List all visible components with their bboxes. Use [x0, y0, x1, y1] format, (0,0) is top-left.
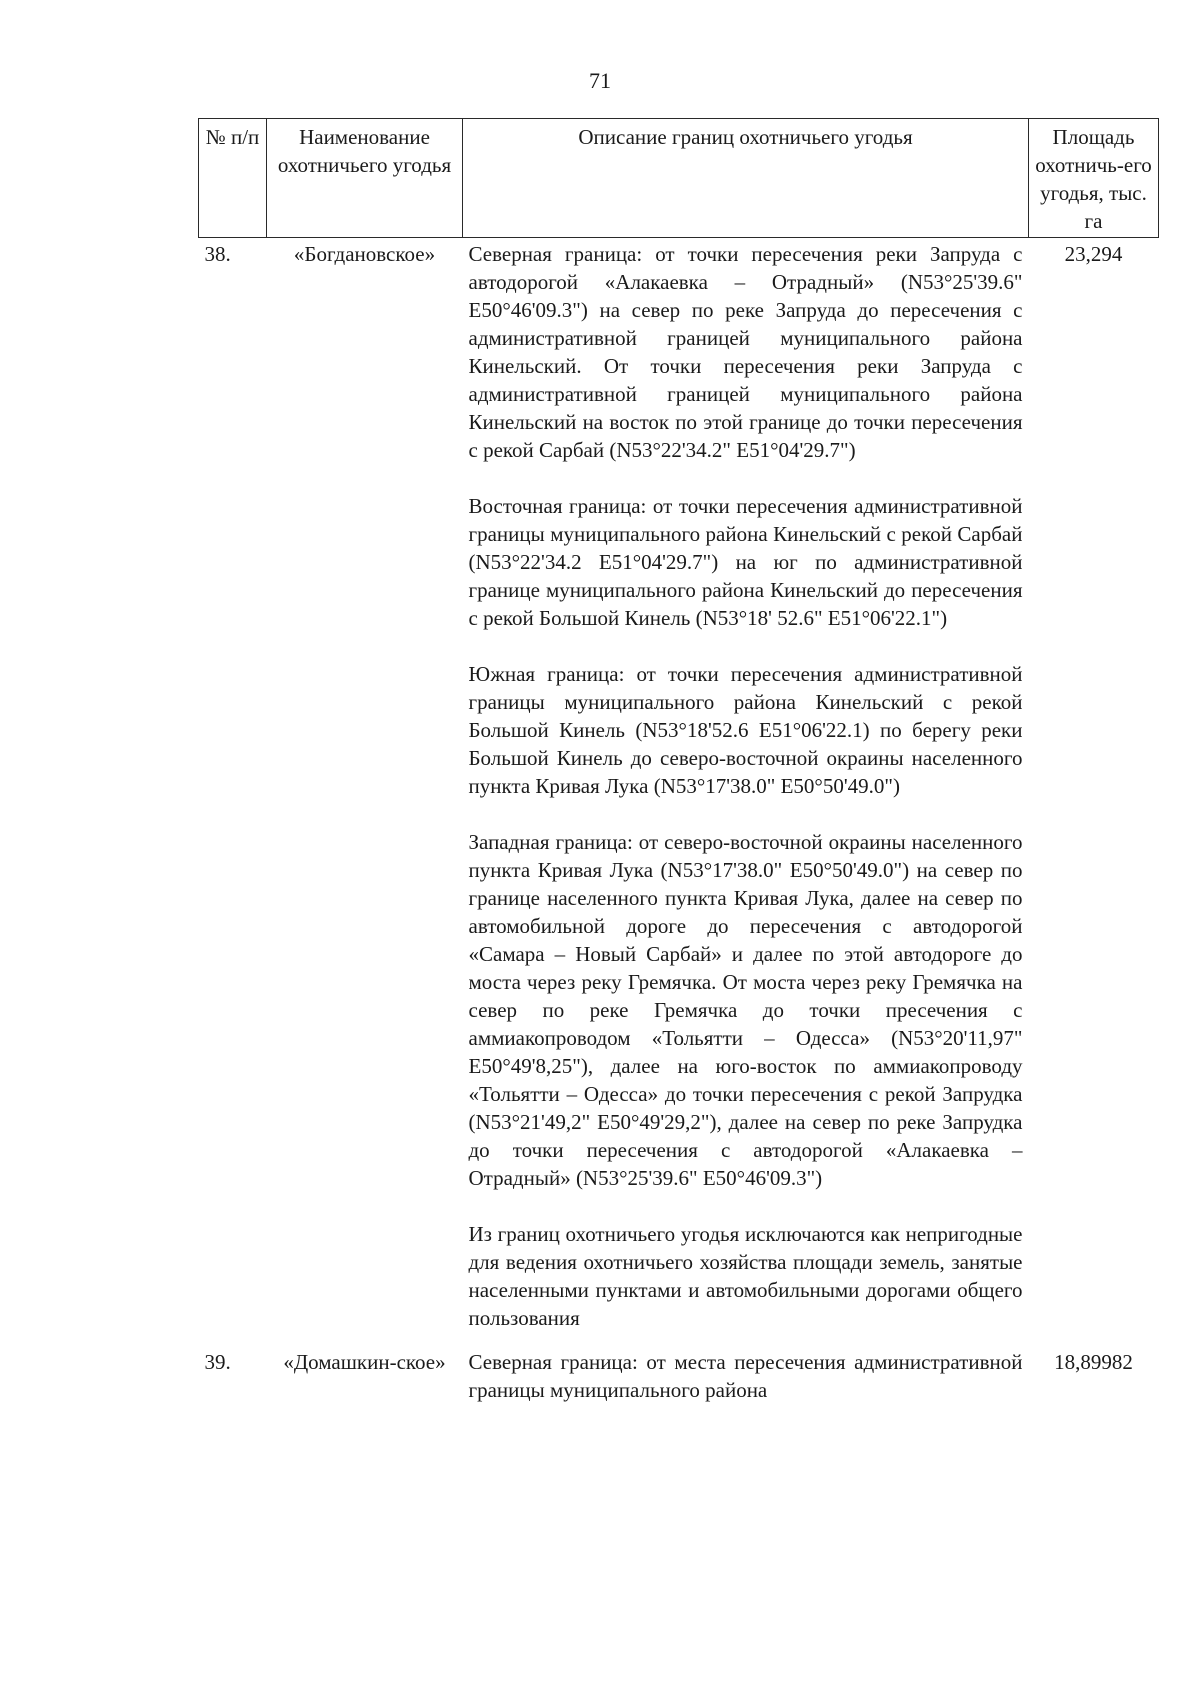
northern-boundary: Северная граница: от точки пересечения реки Запруда с автодорогой «Алакаевка – Отрадный» (N53°25'39.6" E50°46'09.3") на север по реке Запруда до пересечения с административной границей муниципального района Кинельский. От точки пересечения реки Запруда с административной границей муниципального района Кинельский на восток по этой границе до точки пересечения с рекой Сарбай (N53°22'34.2" E51°04'29.7") — [468, 242, 1023, 462]
hunting-grounds-table — [198, 118, 1159, 1418]
header-description: Описание границ охотничьего угодья — [463, 119, 1029, 238]
page-number: 71 — [589, 68, 611, 93]
ground-area: 18,89982 — [1054, 1350, 1133, 1374]
table-header-row — [199, 119, 1159, 238]
header-number: № п/п — [199, 119, 267, 238]
row-number: 38. — [204, 242, 231, 266]
western-boundary: Западная граница: от северо-восточной окраины населенного пункта Кривая Лука (N53°17'38.0" E50°50'49.0") на север по границе населенного пункта Кривая Лука, далее на север по автомобильной дороге до пересечения с автодорогой «Самара – Новый Сарбай» и далее по этой автодороге до моста через реку Гремячка. От моста через реку Гремячка на север по реке Гремячка до точки пресечения с аммиакопроводом «Тольятти – Одесса» (N53°20'11,97" E50°49'8,25"), далее на юго-восток по аммиакопроводу «Тольятти – Одесса» до точки пересечения с рекой Запрудка (N53°21'49,2" E50°49'29,2"), далее на север по реке Запрудка до точки пересечения с автодорогой «Алакаевка – Отрадный» (N53°25'39.6" E50°46'09.3") — [468, 830, 1023, 1190]
southern-boundary: Южная граница: от точки пересечения административной границы муниципального района Кинельский с рекой Большой Кинель (N53°18'52.6 E51°06'22.1) по берегу реки Большой Кинель до северо-восточной окраины населенного пункта Кривая Лука (N53°17'38.0" E50°50'49.0") — [468, 662, 1023, 798]
row-number: 39. — [204, 1350, 231, 1374]
exclusions-note: Из границ охотничьего угодья исключаются как непригодные для ведения охотничьего хозяйства площади земель, занятые населенными пунктами и автомобильными дорогами общего пользования — [468, 1222, 1023, 1330]
header-area: Площадь охотничь-его угодья, тыс. га — [1029, 119, 1159, 238]
boundary-description — [463, 1346, 1029, 1418]
boundary-description — [463, 238, 1029, 1347]
eastern-boundary: Восточная граница: от точки пересечения административной границы муниципального района Кинельский с рекой Сарбай (N53°22'34.2 E51°04'29.7") на юг по административной границе муниципального района Кинельский до пересечения с рекой Большой Кинель (N53°18' 52.6" E51°06'22.1") — [468, 494, 1023, 630]
header-name: Наименование охотничьего угодья — [267, 119, 463, 238]
table-row — [199, 1346, 1159, 1418]
northern-boundary: Северная граница: от места пересечения административной границы муниципального района — [468, 1350, 1023, 1402]
ground-name: «Богдановское» — [293, 242, 436, 266]
table-row — [199, 238, 1159, 1347]
ground-area: 23,294 — [1064, 242, 1123, 266]
ground-name: «Домашкин-ское» — [283, 1350, 446, 1374]
